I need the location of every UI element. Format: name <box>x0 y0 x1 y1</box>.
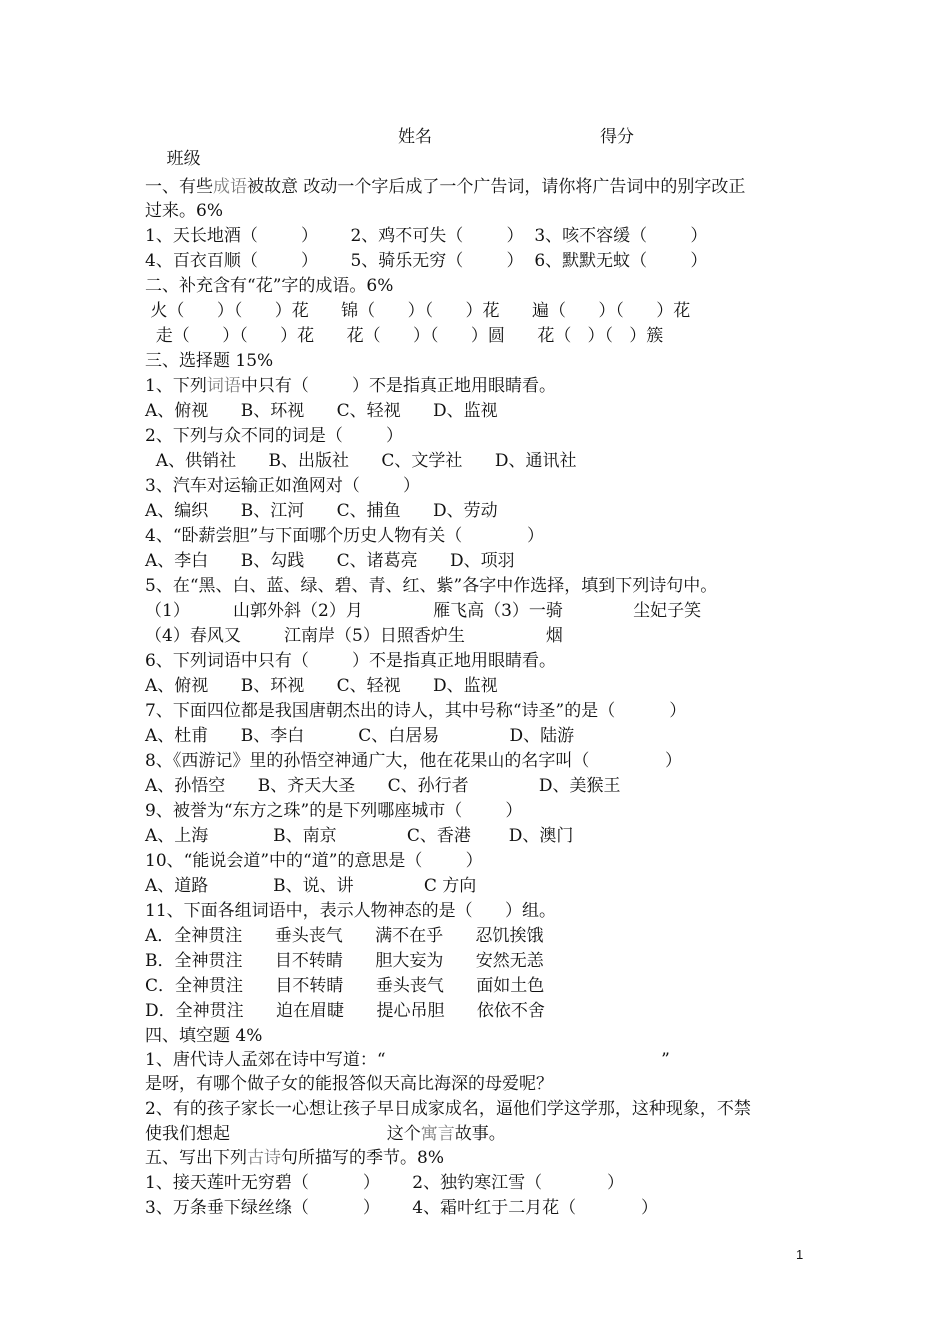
s3-q3-options: A、编织 B、江河 C、捕鱼 D、劳动 <box>145 501 498 521</box>
name-label: 姓名 <box>398 127 432 147</box>
s3-q6-options: A、俯视 B、环视 C、轻视 D、监视 <box>145 676 498 696</box>
s4-q2: 2、有的孩子家长一心想让孩子早日成家成名，逼他们学这学那，这种现象，不禁 <box>145 1099 751 1119</box>
s3-q9-options: A、上海 B、南京 C、香港 D、澳门 <box>145 826 574 846</box>
s2-row1: 火（ ）（ ）花 锦（ ）（ ）花 遍（ ）（ ）花 <box>145 301 691 321</box>
s4-q1-cont: 是呀，有哪个做子女的能报答似天高比海深的母爱呢？ <box>145 1074 553 1094</box>
s3-q7: 7、下面四位都是我国唐朝杰出的诗人，其中号称“诗圣”的是（ ） <box>145 701 687 721</box>
s4-heading: 四、填空题 4% <box>145 1026 263 1046</box>
s3-q8-options: A、孙悟空 B、齐天大圣 C、孙行者 D、美猴王 <box>145 776 621 796</box>
s2-heading: 二、补充含有“花”字的成语。6% <box>145 276 394 296</box>
s3-q3: 3、汽车对运输正如渔网对（ ） <box>145 476 421 496</box>
s5-heading: 五、写出下列古诗句所描写的季节。8% <box>145 1148 444 1168</box>
s3-q5-row1: （1） 山郭外斜（2）月 雁飞高（3）一骑 尘妃子笑 <box>145 601 702 621</box>
s1-row2: 4、百衣百顺（ ） 5、骑乐无穷（ ） 6、默默无蚊（ ） <box>145 251 708 271</box>
s3-q11-option-a: A．全神贯注 垂头丧气 满不在乎 忍饥挨饿 <box>145 926 544 946</box>
s3-heading: 三、选择题 15% <box>145 351 274 371</box>
s3-q11-option-b: B．全神贯注 目不转睛 胆大妄为 安然无恙 <box>145 951 544 971</box>
s5-row2: 3、万条垂下绿丝绦（ ） 4、霜叶红于二月花（ ） <box>145 1198 658 1218</box>
s3-q7-options: A、杜甫 B、李白 C、白居易 D、陆游 <box>145 726 575 746</box>
s4-q2-cont: 使我们想起 这个寓言故事。 <box>145 1124 506 1144</box>
s3-q4: 4、“卧薪尝胆”与下面哪个历史人物有关（ ） <box>145 526 545 546</box>
s3-q4-options: A、李白 B、勾践 C、诸葛亮 D、项羽 <box>145 551 515 571</box>
s3-q5-row2: （4）春风又 江南岸（5）日照香炉生 烟 <box>145 626 563 646</box>
s3-q5: 5、在“黑、白、蓝、绿、碧、青、红、紫”各字中作选择，填到下列诗句中。 <box>145 576 718 596</box>
s3-q10-options: A、道路 B、说、讲 C 方向 <box>145 876 477 896</box>
s3-q2-options: A、供销社 B、出版社 C、文学社 D、通讯社 <box>145 451 577 471</box>
s3-q1: 1、下列词语中只有（ ）不是指真正地用眼睛看。 <box>145 376 557 396</box>
s3-q8: 8、《西游记》里的孙悟空神通广大，他在花果山的名字叫（ ） <box>145 751 682 771</box>
s4-q1: 1、唐代诗人孟郊在诗中写道：“ ” <box>145 1050 670 1070</box>
s1-heading: 一、有些成语被故意 改动一个字后成了一个广告词，请你将广告词中的别字改正 <box>145 177 746 197</box>
score-label: 得分 <box>600 127 634 147</box>
page-number: 1 <box>796 1247 804 1262</box>
s3-q1-options: A、俯视 B、环视 C、轻视 D、监视 <box>145 401 498 421</box>
s1-row1: 1、天长地酒（ ） 2、鸡不可失（ ） 3、咳不容缓（ ） <box>145 226 708 246</box>
s3-q9: 9、被誉为“东方之珠”的是下列哪座城市（ ） <box>145 801 523 821</box>
s3-q11-option-d: D．全神贯注 迫在眉睫 提心吊胆 依依不舍 <box>145 1001 545 1021</box>
s1-heading-cont: 过来。6% <box>145 201 223 221</box>
class-label: 班级 <box>166 149 201 169</box>
s3-q11: 11、下面各组词语中，表示人物神态的是（ ）组。 <box>145 901 557 921</box>
s3-q6: 6、下列词语中只有（ ）不是指真正地用眼睛看。 <box>145 651 557 671</box>
s5-row1: 1、接天莲叶无穷碧（ ） 2、独钓寒江雪（ ） <box>145 1173 624 1193</box>
s3-q11-option-c: C．全神贯注 目不转睛 垂头丧气 面如土色 <box>145 976 545 996</box>
s3-q2: 2、下列与众不同的词是（ ） <box>145 426 404 446</box>
s3-q10: 10、“能说会道”中的“道”的意思是（ ） <box>145 851 483 871</box>
s2-row2: 走（ ）（ ）花 花（ ）（ ）圆 花（ ）（ ）簇 <box>145 326 664 346</box>
